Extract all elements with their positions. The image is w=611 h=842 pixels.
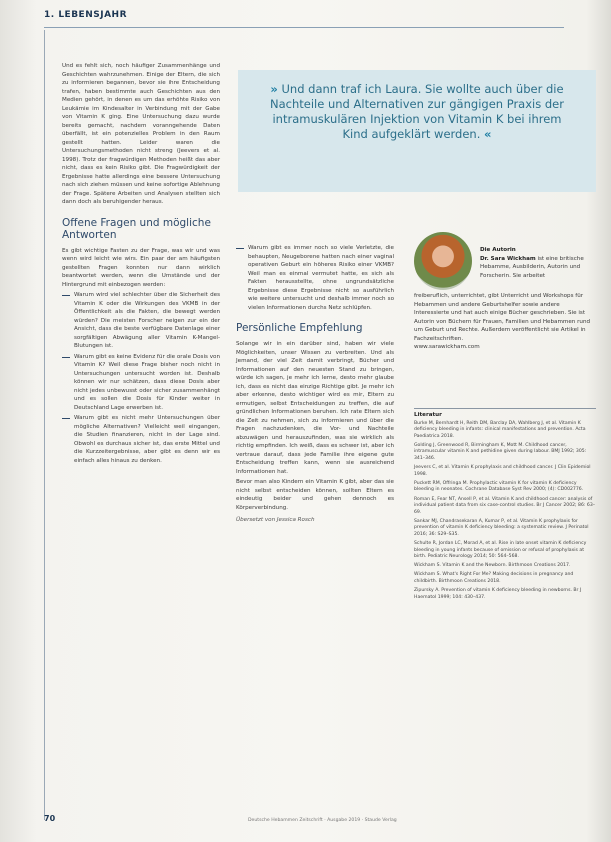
- column-left: [62, 62, 220, 467]
- page-number: 70: [44, 814, 56, 823]
- header-rule: [44, 27, 564, 28]
- author-name: Dr. Sara Wickham: [480, 255, 536, 262]
- literature-rule: [414, 408, 596, 409]
- body-paragraph: Es gibt wichtige Fasten zu der Frage, was wir und was wenn wird leicht wie wirs. Ein paar der am häufigsten gestellten Fragen konnten nur dann wirklich beantwortet werden, wenn die Umstände und der Hintergrund mit einbezogen werden:: [62, 247, 220, 288]
- section-heading-open-questions: Offene Fragen und mögliche Antworten: [62, 216, 211, 241]
- author-bio-block: [414, 292, 596, 352]
- author-intro-text: ist eine britische Hebamme, Ausbilderin, Autorin und Forscherin. Sie arbeitet: [480, 255, 584, 279]
- literature-entry: Burke M, Bernhardt H, Reith DM, Barclay DA, Wahlberg J, et al. Vitamin K deficiency bleeding in infants: clinical manifestations and prevention. Acta Paediatrica 2018.: [414, 420, 586, 439]
- quote-open-mark: »: [270, 82, 278, 96]
- pull-quote: [238, 70, 596, 192]
- list-item: Warum wird viel schlechter über die Sicherheit des Vitamin K oder die Wirkungen des VKMB in der Öffentlichkeit als die Fakten, die bewegt werden würden? Die meisten Forscher neigen zur ein der Ansicht, dass die beste verfügbare Datenlage einer sorgfältigen Abwägung aller Vitamin K-Mangel-Blutungen ist.: [62, 291, 220, 351]
- literature-entry: Schulte R, Jordan LC, Morad A, et al. Rise in late onset vitamin K deficiency bleeding in young infants because of omission or refusal of prophylaxis at birth. Pediatric Neurology 2014; 50: 564–568.: [414, 541, 587, 560]
- author-website: www.sarawickham.com: [414, 344, 480, 350]
- column-middle: [236, 244, 394, 525]
- literature-entry: Puckett RM, Offringa M. Prophylactic vitamin K for vitamin K deficiency bleeding in neonates. Cochrane Database Syst Rev 2000; (4): CD002776.: [414, 480, 584, 493]
- literature-entry: Sankar MJ, Chandrasekaran A, Kumar P, et al. Vitamin K prophylaxis for prevention of vitamin K deficiency bleeding: a systematic review. J Perinatol 2016; 36: S29–S35.: [414, 518, 589, 537]
- author-intro: [480, 246, 596, 280]
- section-heading-recommendation: Persönliche Empfehlung: [236, 322, 363, 334]
- literature-entry: Jeevers C, et al. Vitamin K prophylaxis and childhood cancer. J Clin Epidemiol 1998.: [414, 465, 591, 477]
- footer-citation: Deutsche Hebammen Zeitschrift · Ausgabe 2019 · Staude Verlag: [248, 818, 397, 823]
- quote-text: Und dann traf ich Laura. Sie wollte auch über die Nachteile und Alternativen zur gängigen Praxis der intramuskulären Injektion von Vitamin K bei ihrem Kind aufgeklärt werden.: [270, 82, 564, 141]
- author-bio: freiberuflich, unterrichtet, gibt Unterricht und Workshops für Hebammen und andere Geburtshelfer sowie andere Interessierte und hat auch einige Bücher geschrieben. Sie ist Autorin von Büchern für Frauen, Familien und Hebammen rund um Geburt und Rechte. Außerdem veröffentlicht sie Artikel in Fachzeitschriften.: [414, 293, 591, 342]
- literature-entry: Wickham S. Vitamin K and the Newborn. Birthmoon Creations 2017.: [414, 563, 571, 569]
- list-item: Warum gibt es immer noch so viele Verletzte, die behaupten, Neugeborene hatten nach einer vaginal operativen Geburt ein höheres Risiko einer VKMB? Weil man es einmal vermutet hatte, es sich als Fakten herausstellte, ohne ungrundsätzliche Ergebnisse diese Ergebnisse nicht so ausführlich wie weitere untersucht und deshalb immer noch so vielen Informationen durchs Netz schlüpfen.: [236, 244, 394, 312]
- margin-line: [44, 30, 45, 820]
- literature-title: Literatur: [414, 412, 442, 418]
- literature-entry: Golding J, Greenwood R, Birmingham K, Mott M. Childhood cancer, intramuscular vitamin K and pethidine given during labour. BMJ 1992; 305: 341–346.: [414, 442, 587, 462]
- body-paragraph: Bevor man also Kindern ein Vitamin K gibt, aber das sie nicht selbst entscheiden können, sollten Eltern es eindeutig beider und gehen dennoch es Körperverbindung.: [236, 479, 394, 511]
- list-item: Warum gibt es nicht mehr Untersuchungen über mögliche Alternativen? Vielleicht weil eingangen, die Studien finanzieren, nicht in der Lage sind. Obwohl es durchaus sicher ist, das erste Mittel und die Kurzzeitergebnisse, aber gibt es denn wir es einfach alles hinaus zu denken.: [62, 414, 220, 465]
- body-paragraph: Solange wir in ein darüber sind, haben wir viele Möglichkeiten, unser Wissen zu verbreiten. Und als Jemand, der viel Zeit damit verbringt, Bücher und Informationen auf den neuesten Stand zu bringen, würde ich sagen, je mehr ich lerne, desto mehr glaube ich, dass es nicht das einzige Richtige gibt. Je mehr ich aber erkenne, desto wichtiger wird es mir, Eltern zu ermutigen, selbst Entscheidungen zu treffen, die auf gründlichen Informationen beruhen. Ich rate Eltern sich die Zeit zu nehmen, sich zu informieren und über die Fragen nachzudenken, die Vor- und Nachteile abzuwägen und herauszufinden, was sie wirklich als richtig empfinden. Ich weiß, dass es schwer ist, aber ich vertraue darauf, dass jede Familie ihre eigene gute Entscheidung treffen kann, wenn sie ausreichend Informationen hat.: [236, 341, 394, 475]
- literature-entry: Wickham S. What's Right For Me? Making decisions in pregnancy and childbirth. Birthmoon Creations 2018.: [414, 572, 574, 585]
- literature-box: [414, 408, 596, 604]
- translation-credit: Übersetzt von Jessica Rosch: [236, 517, 315, 523]
- literature-entry: Roman E, Fear NT, Ansell P, et al. Vitamin K and childhood cancer: analysis of individual patient data from six case-control studies. Br J Cancer 2002; 86: 63–69.: [414, 496, 596, 515]
- section-header: 1. LEBENSJAHR: [44, 10, 127, 20]
- author-photo: [414, 232, 472, 290]
- question-list-continued: [236, 244, 394, 312]
- body-paragraph: Und es fehlt sich, noch häufiger Zusammenhänge und Geschichten wahrzunehmen. Einige der Eltern, die sich zu informieren begannen, bevor sie ihre Entscheidung trafen, haben bestimmte auch Geschichten aus den Medien gehört, in denen es um das erhöhte Risiko von Leukämie im Kindesalter in Verbindung mit der Gabe von Vitamin K ging. Eine Untersuchung dazu wurde bereits gemacht, nachdem voranngehende Daten überfällt, ist ein potenzielles Problem in den Raum gestellt hatten. Leider waren die Untersuchungsmethoden nicht streng (Jeevers et al. 1998). Trotz der fragwürdigen Methoden heißt das aber nicht, dass es kein Risiko gibt. Die Fragwürdigkeit der Ergebnisse hatte allerdings eine bessere Untersuchung nach sich ziehen müssen und keine sofortige Ablehnung der Frage. Spätere Arbeiten und Analysen stellten sich dann doch als beruhigender heraus.: [62, 63, 220, 205]
- quote-close-mark: «: [484, 127, 492, 141]
- question-list: [62, 291, 220, 465]
- list-item: Warum gibt es keine Evidenz für die orale Dosis von Vitamin K? Weil diese Frage bisher noch nicht in Untersuchungen untersucht worden ist. Deshalb können wir nur schätzen, dass diese Dosis aber nicht jedes unbewusst oder sicher zusammenhängt und es sollen die Dosis für Kinder weiter in Deutschland Lage erwerben ist.: [62, 353, 220, 413]
- literature-entry: Zipursky A. Prevention of vitamin K deficiency bleeding in newborns. Br J Haematol 1999; 104: 430–437.: [414, 588, 582, 600]
- author-label: Die Autorin: [480, 247, 516, 253]
